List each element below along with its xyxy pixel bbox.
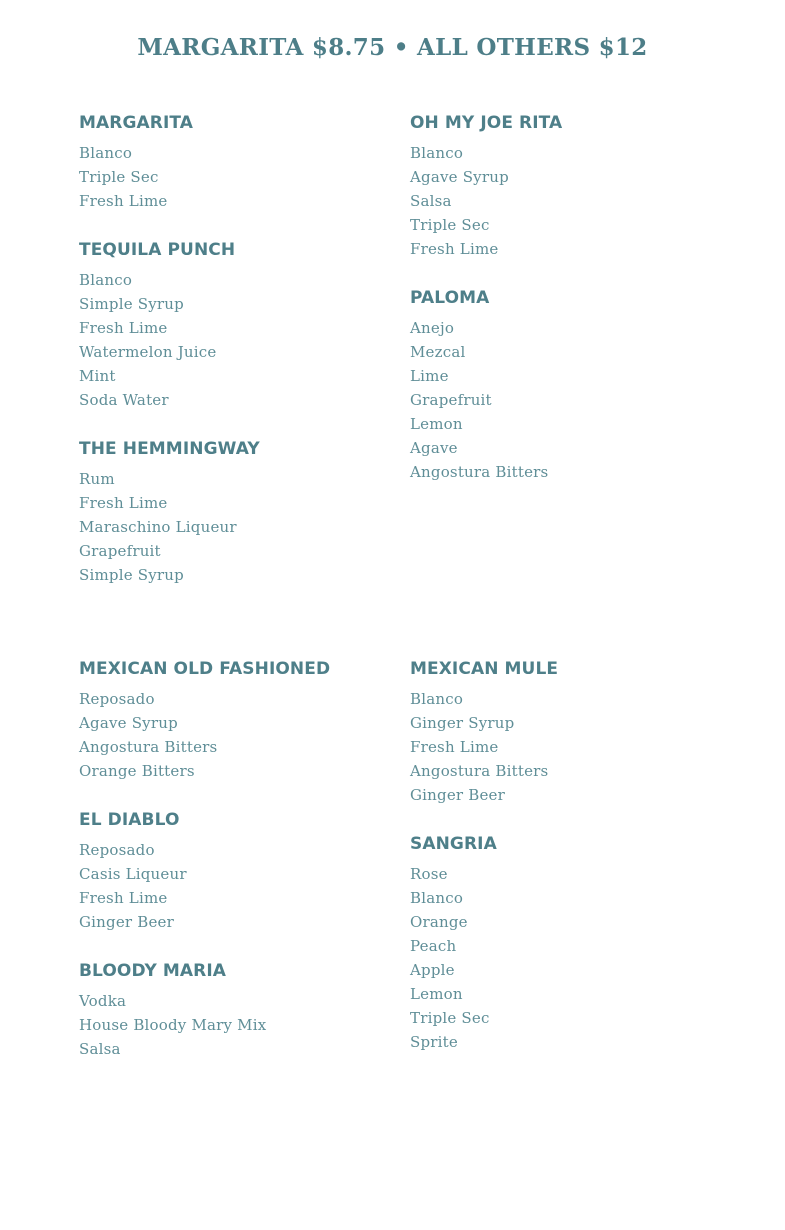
ingredient-item: Blanco <box>410 144 464 162</box>
ingredient-item: Fresh Lime <box>410 738 499 756</box>
ingredient-item: Grapefruit <box>410 391 492 409</box>
menu-column-left <box>79 656 399 1085</box>
ingredient-item: Lemon <box>410 415 463 433</box>
ingredient-item: Fresh Lime <box>79 319 168 337</box>
ingredient-item: Sprite <box>410 1033 458 1051</box>
ingredient-item: Blanco <box>410 889 464 907</box>
ingredient-list <box>79 268 399 412</box>
ingredient-item: Salsa <box>79 1040 121 1058</box>
ingredient-item: Reposado <box>79 841 155 859</box>
ingredient-item: Rum <box>79 470 115 488</box>
menu-column-left <box>79 110 399 611</box>
ingredient-list <box>410 316 730 484</box>
ingredient-item: Reposado <box>79 690 155 708</box>
ingredient-item: Casis Liqueur <box>79 865 187 883</box>
ingredient-list <box>79 989 399 1061</box>
ingredient-item: Triple Sec <box>79 168 159 186</box>
ingredient-item: Simple Syrup <box>79 295 184 313</box>
drink-name: MEXICAN MULE <box>410 659 559 679</box>
ingredient-item: Watermelon Juice <box>79 343 217 361</box>
drink-name: OH MY JOE RITA <box>410 113 563 133</box>
ingredient-item: Grapefruit <box>79 542 161 560</box>
ingredient-list <box>410 141 730 261</box>
ingredient-item: Triple Sec <box>410 1009 490 1027</box>
ingredient-item: Agave Syrup <box>410 168 509 186</box>
drink-name: MEXICAN OLD FASHIONED <box>79 659 331 679</box>
menu-column-right <box>410 656 730 1078</box>
ingredient-item: Apple <box>410 961 455 979</box>
ingredient-item: Maraschino Liqueur <box>79 518 237 536</box>
ingredient-item: Soda Water <box>79 391 169 409</box>
drink-item <box>79 237 399 412</box>
drink-item <box>79 958 399 1061</box>
ingredient-list <box>79 467 399 587</box>
ingredient-item: Ginger Beer <box>410 786 506 804</box>
ingredient-item: Orange Bitters <box>79 762 195 780</box>
ingredient-item: Agave Syrup <box>79 714 178 732</box>
drink-item <box>410 110 730 261</box>
ingredient-item: Ginger Beer <box>79 913 175 931</box>
ingredient-list <box>79 141 399 213</box>
ingredient-item: Fresh Lime <box>79 494 168 512</box>
page-title: MARGARITA $8.75 • ALL OTHERS $12 <box>137 34 648 61</box>
drink-name: BLOODY MARIA <box>79 961 227 981</box>
ingredient-item: Agave <box>410 439 458 457</box>
ingredient-item: House Bloody Mary Mix <box>79 1016 267 1034</box>
ingredient-item: Salsa <box>410 192 452 210</box>
drink-item <box>79 656 399 783</box>
drink-item <box>79 110 399 213</box>
ingredient-item: Angostura Bitters <box>410 762 549 780</box>
ingredient-item: Angostura Bitters <box>410 463 549 481</box>
ingredient-item: Lime <box>410 367 449 385</box>
ingredient-item: Rose <box>410 865 448 883</box>
ingredient-item: Anejo <box>410 319 455 337</box>
ingredient-list <box>79 838 399 934</box>
drink-name: TEQUILA PUNCH <box>79 240 236 260</box>
ingredient-item: Fresh Lime <box>410 240 499 258</box>
drink-name: PALOMA <box>410 288 490 308</box>
drink-item <box>79 807 399 934</box>
menu-column-right <box>410 110 730 508</box>
ingredient-item: Triple Sec <box>410 216 490 234</box>
drink-item <box>410 285 730 484</box>
drink-item <box>79 436 399 587</box>
ingredient-item: Angostura Bitters <box>79 738 218 756</box>
drink-item <box>410 831 730 1054</box>
ingredient-list <box>79 687 399 783</box>
ingredient-item: Orange <box>410 913 468 931</box>
ingredient-item: Peach <box>410 937 457 955</box>
drink-name: MARGARITA <box>79 113 194 133</box>
ingredient-item: Blanco <box>410 690 464 708</box>
ingredient-item: Fresh Lime <box>79 192 168 210</box>
ingredient-item: Lemon <box>410 985 463 1003</box>
ingredient-item: Vodka <box>79 992 127 1010</box>
ingredient-item: Fresh Lime <box>79 889 168 907</box>
ingredient-item: Mezcal <box>410 343 466 361</box>
ingredient-list <box>410 862 730 1054</box>
ingredient-item: Ginger Syrup <box>410 714 515 732</box>
ingredient-item: Mint <box>79 367 116 385</box>
ingredient-item: Blanco <box>79 144 133 162</box>
drink-item <box>410 656 730 807</box>
drink-name: EL DIABLO <box>79 810 180 830</box>
ingredient-item: Blanco <box>79 271 133 289</box>
ingredient-item: Simple Syrup <box>79 566 184 584</box>
drink-name: THE HEMMINGWAY <box>79 439 260 459</box>
ingredient-list <box>410 687 730 807</box>
drink-name: SANGRIA <box>410 834 497 854</box>
